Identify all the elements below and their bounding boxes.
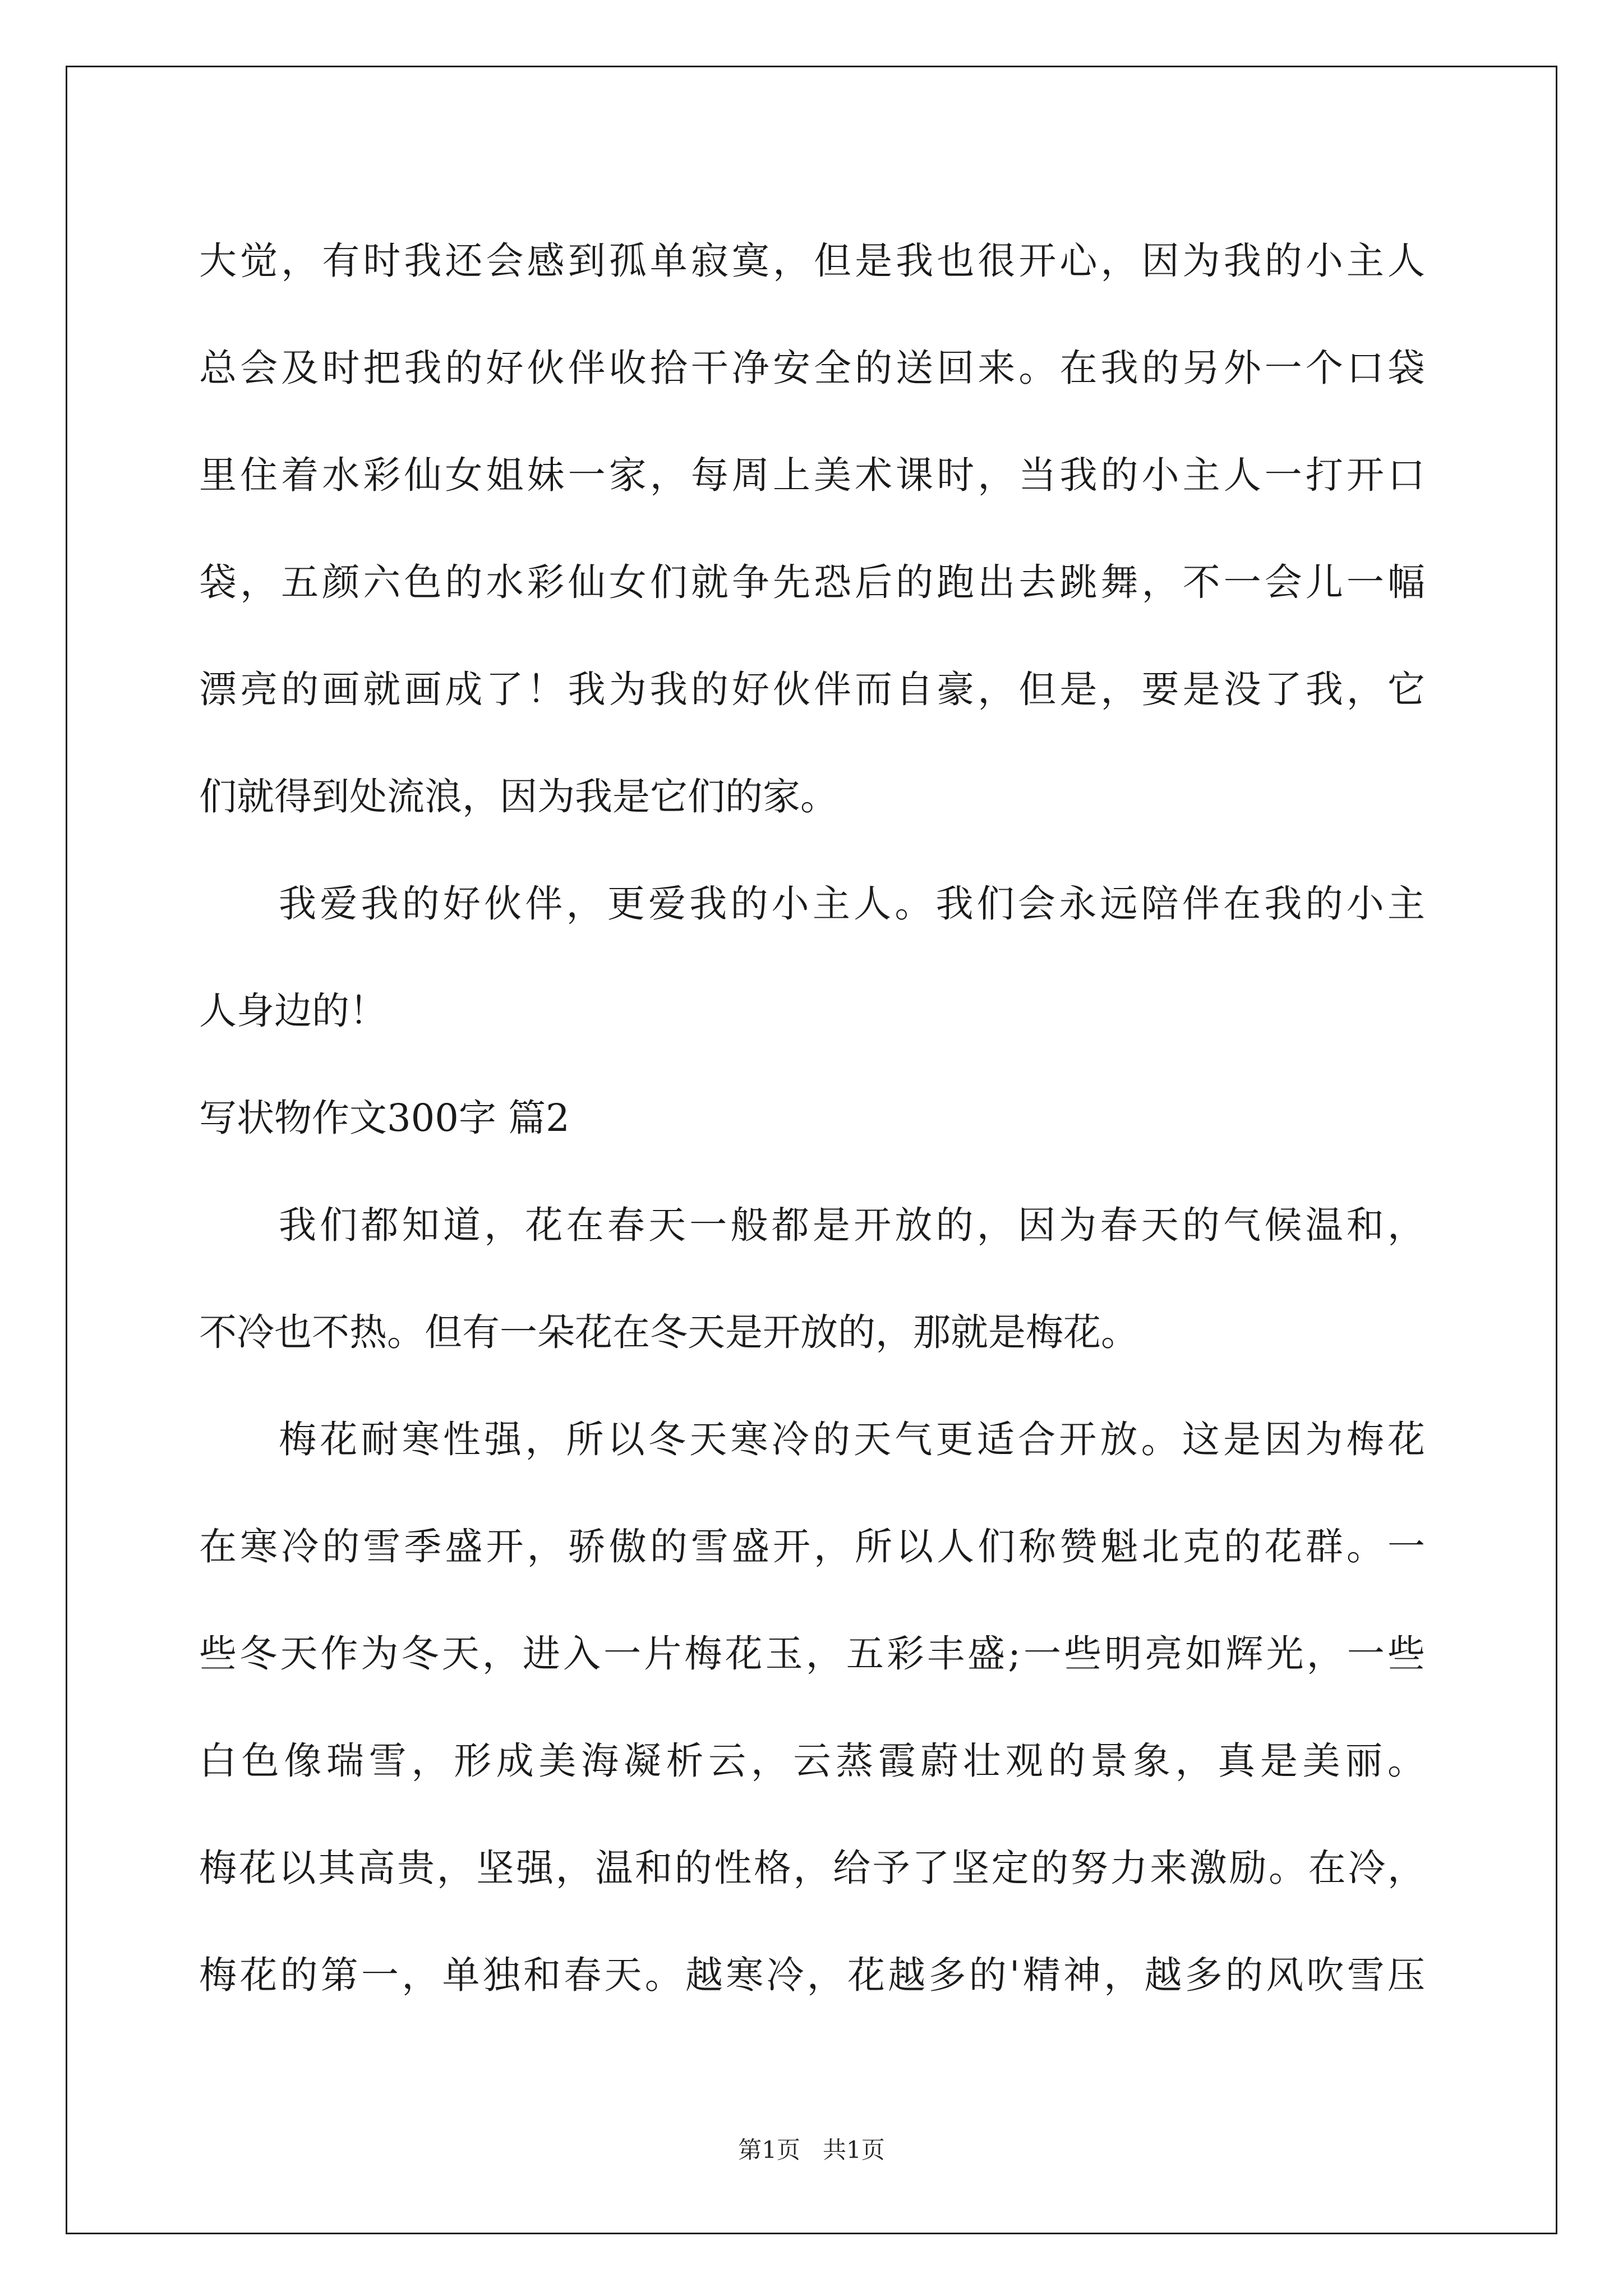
text-line: 在寒冷的雪季盛开，骄傲的雪盛开，所以人们称赞魁北克的花群。一 bbox=[199, 1525, 1425, 1568]
page-number-current: 第1页 bbox=[738, 2136, 800, 2164]
text-line: 我们都知道，花在春天一般都是开放的，因为春天的气候温和， bbox=[279, 1203, 1425, 1247]
text-line: 些冬天作为冬天，进入一片梅花玉，五彩丰盛;一些明亮如辉光，一些 bbox=[199, 1632, 1425, 1676]
text-line: 大觉，有时我还会感到孤单寂寞，但是我也很开心，因为我的小主人 bbox=[199, 239, 1425, 283]
text-line: 我爱我的好伙伴，更爱我的小主人。我们会永远陪伴在我的小主 bbox=[279, 882, 1425, 926]
text-line: 袋，五颜六色的水彩仙女们就争先恐后的跑出去跳舞，不一会儿一幅 bbox=[199, 560, 1425, 604]
text-line: 梅花的第一，单独和春天。越寒冷，花越多的'精神，越多的风吹雪压 bbox=[199, 1953, 1425, 1997]
text-line: 人身边的！ bbox=[199, 989, 387, 1033]
text-line: 梅花耐寒性强，所以冬天寒冷的天气更适合开放。这是因为梅花 bbox=[279, 1418, 1425, 1461]
section-heading: 写状物作文300字 篇2 bbox=[199, 1096, 570, 1140]
text-line: 漂亮的画就画成了！我为我的好伙伴而自豪，但是，要是没了我，它 bbox=[199, 668, 1425, 711]
text-line: 总会及时把我的好伙伴收拾干净安全的送回来。在我的另外一个口袋 bbox=[199, 346, 1425, 390]
document-body bbox=[199, 208, 1425, 2029]
text-line: 梅花以其高贵，坚强，温和的性格，给予了坚定的努力来激励。在冷， bbox=[199, 1846, 1425, 1890]
text-line: 里住着水彩仙女姐妹一家，每周上美术课时，当我的小主人一打开口 bbox=[199, 453, 1425, 497]
text-line: 们就得到处流浪，因为我是它们的家。 bbox=[199, 775, 838, 818]
page-number-total: 共1页 bbox=[823, 2136, 885, 2164]
text-line: 白色像瑞雪，形成美海凝析云，云蒸霞蔚壮观的景象，真是美丽。 bbox=[199, 1739, 1425, 1783]
page-footer bbox=[0, 2132, 1623, 2165]
text-line: 不冷也不热。但有一朵花在冬天是开放的，那就是梅花。 bbox=[199, 1310, 1138, 1354]
